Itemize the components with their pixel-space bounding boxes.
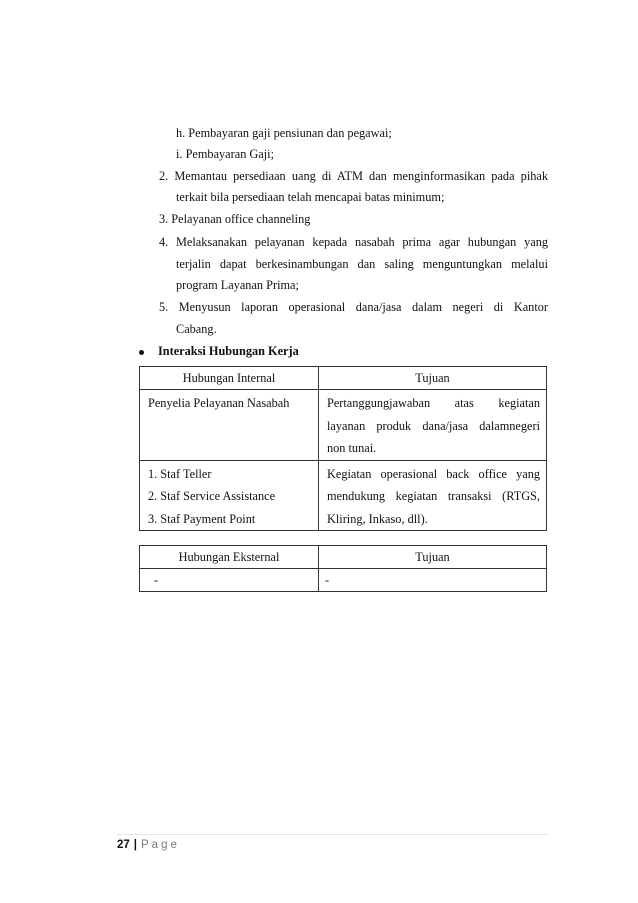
bullet-icon	[139, 350, 144, 355]
section-heading: Interaksi Hubungan Kerja	[158, 344, 299, 358]
list-item-4-line-2: terjalin dapat berkesinambungan dan saling menguntungkan melalui	[176, 257, 548, 271]
table-row	[140, 569, 547, 592]
list-item-2-line-2: terkait bila persediaan telah mencapai batas minimum;	[176, 190, 445, 204]
cell-line: Kegiatan operasional back office yang	[327, 466, 540, 481]
list-item-5-line-2: Cabang.	[176, 322, 217, 336]
table-header-cell: Hubungan Internal	[140, 367, 319, 390]
list-item-2-line-1: 2. Memantau persediaan uang di ATM dan menginformasikan pada pihak	[159, 169, 548, 183]
table-row	[140, 390, 547, 461]
cell-line: 1. Staf Teller	[148, 466, 212, 481]
list-item-4-line-3: program Layanan Prima;	[176, 278, 299, 292]
cell-line: 3. Staf Payment Point	[148, 511, 256, 526]
table-cell: -	[140, 569, 319, 592]
external-relations-table	[139, 545, 547, 592]
table-cell: -	[319, 569, 547, 592]
table-header-cell: Hubungan Eksternal	[140, 546, 319, 569]
cell-line: 2. Staf Service Assistance	[148, 489, 276, 503]
table-cell	[319, 460, 547, 531]
list-item-5-line-1: 5. Menyusun laporan operasional dana/jasa dalam negeri di Kantor	[159, 300, 548, 314]
list-item-i: i. Pembayaran Gaji;	[176, 147, 275, 161]
page-number: 27	[117, 839, 130, 851]
list-item-h: h. Pembayaran gaji pensiunan dan pegawai;	[176, 126, 392, 140]
cell-line: mendukung kegiatan transaksi (RTGS,	[327, 489, 540, 503]
table-cell	[140, 390, 319, 461]
cell-line: Pertanggungjawaban atas kegiatan	[327, 396, 540, 410]
internal-relations-table	[139, 366, 547, 531]
list-item-3: 3. Pelayanan office channeling	[159, 212, 311, 226]
table-header-cell: Tujuan	[319, 546, 547, 569]
table-header-cell: Tujuan	[319, 367, 547, 390]
table-row	[140, 460, 547, 531]
cell-line: Kliring, Inkaso, dll).	[327, 511, 428, 526]
page-footer	[117, 839, 180, 851]
page-label: Page	[141, 839, 180, 851]
footer-divider	[117, 834, 547, 835]
footer-separator: |	[133, 839, 138, 851]
cell-line: non tunai.	[327, 441, 377, 455]
cell-line: Penyelia Pelayanan Nasabah	[148, 396, 290, 410]
cell-line: layanan produk dana/jasa dalamnegeri	[327, 418, 540, 433]
table-cell	[319, 390, 547, 461]
table-header-row	[140, 367, 547, 390]
list-item-4-line-1: 4. Melaksanakan pelayanan kepada nasabah prima agar hubungan yang	[159, 235, 548, 249]
table-header-row	[140, 546, 547, 569]
table-cell	[140, 460, 319, 531]
